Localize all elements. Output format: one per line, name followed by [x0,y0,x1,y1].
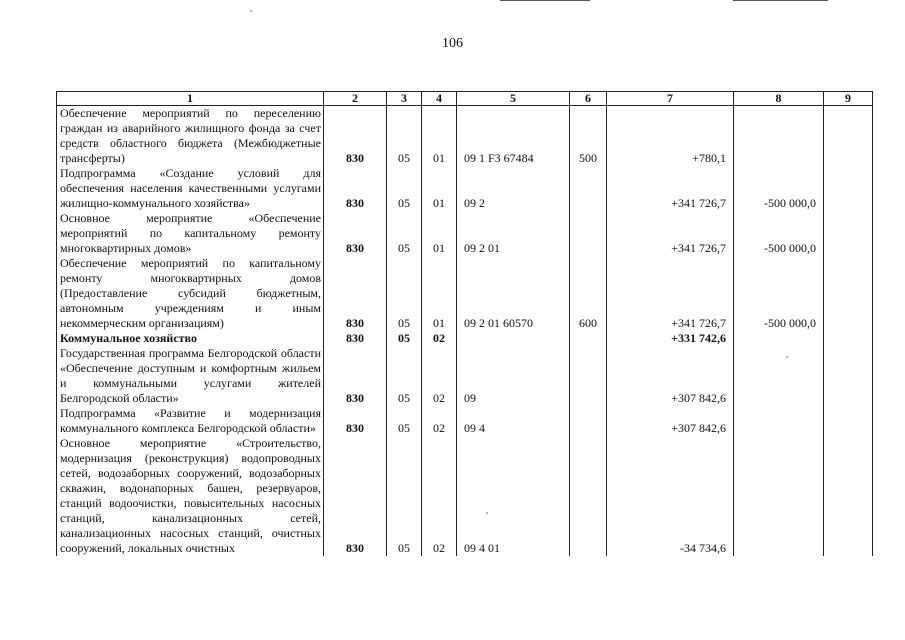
cell-section: 05 [387,436,422,556]
cell-subsection: 02 [422,436,457,556]
cell-amount-9 [824,166,873,211]
cell-expense-type [570,436,607,556]
row-name: Подпрограмма «Развитие и модернизация коммунального комплекса Белгородской области» [57,406,324,436]
cell-subsection: 01 [422,256,457,331]
cell-amount-7: +341 726,7 [607,166,734,211]
table-row [57,166,873,211]
col-header-2: 2 [324,92,387,106]
cell-section: 05 [387,406,422,436]
cell-amount-8: -500 000,0 [734,211,824,256]
row-name: Государственная программа Белгородской области «Обеспечение доступным и комфортным жильем и коммунальными услугами жителей Белгородской области» [57,346,324,406]
cell-amount-8 [734,406,824,436]
cell-amount-9 [824,106,873,167]
cell-amount-9 [824,436,873,556]
cell-amount-7: -34 734,6 [607,436,734,556]
col-header-5: 5 [457,92,570,106]
row-name: Подпрограмма «Создание условий для обеспечения населения качественными услугами жилищно-коммунального хозяйства» [57,166,324,211]
row-name: Основное мероприятие «Строительство, модернизация (реконструкция) водопроводных сетей, водозаборных сооружений, водозаборных скважин, водонапорных башен, резервуаров, станций водоочистки, повысительных насосных станций, канализационных сетей, канализационных насосных станций, очистных сооружений, локальных очистных [57,436,324,556]
header-row [57,92,873,106]
cell-expense-type [570,331,607,346]
cell-target-code [457,331,570,346]
cell-ministry: 830 [324,211,387,256]
cell-section: 05 [387,106,422,167]
table-row [57,436,873,556]
cell-amount-8 [734,331,824,346]
row-name: Коммунальное хозяйство [57,331,324,346]
cell-target-code: 09 2 01 60570 [457,256,570,331]
cell-expense-type: 600 [570,256,607,331]
row-name: Основное мероприятие «Обеспечение мероприятий по капитальному ремонту многоквартирных домов» [57,211,324,256]
cell-amount-7: +307 842,6 [607,406,734,436]
row-name: Обеспечение мероприятий по капитальному ремонту многоквартирных домов (Предоставление субсидий бюджетным, автономным учреждениям и иным некоммерческим организациям) [57,256,324,331]
cell-amount-7: +307 842,6 [607,346,734,406]
cell-amount-9 [824,346,873,406]
col-header-9: 9 [824,92,873,106]
budget-table [56,91,873,556]
cell-subsection: 01 [422,211,457,256]
cell-ministry: 830 [324,436,387,556]
cell-target-code: 09 2 01 [457,211,570,256]
cell-subsection: 02 [422,331,457,346]
cell-ministry: 830 [324,256,387,331]
cell-ministry: 830 [324,166,387,211]
cell-section: 05 [387,346,422,406]
table-row [57,406,873,436]
cell-amount-8: -500 000,0 [734,256,824,331]
col-header-8: 8 [734,92,824,106]
cell-amount-8 [734,106,824,167]
cell-amount-9 [824,256,873,331]
cell-amount-9 [824,331,873,346]
cell-subsection: 01 [422,106,457,167]
cell-ministry: 830 [324,106,387,167]
col-header-6: 6 [570,92,607,106]
cell-ministry: 830 [324,346,387,406]
cell-amount-8 [734,346,824,406]
cell-amount-9 [824,211,873,256]
cell-target-code: 09 1 F3 67484 [457,106,570,167]
col-header-3: 3 [387,92,422,106]
top-rule [733,0,828,1]
table-row [57,331,873,346]
col-header-1: 1 [57,92,324,106]
cell-subsection: 01 [422,166,457,211]
row-name: Обеспечение мероприятий по переселению граждан из аварийного жилищного фонда за счет средств областного бюджета (Межбюджетные трансферты) [57,106,324,167]
col-header-7: 7 [607,92,734,106]
cell-section: 05 [387,166,422,211]
cell-section: 05 [387,331,422,346]
scan-speck [250,10,252,12]
cell-ministry: 830 [324,331,387,346]
cell-amount-7: +331 742,6 [607,331,734,346]
cell-amount-7: +341 726,7 [607,211,734,256]
cell-target-code: 09 [457,346,570,406]
cell-amount-7: +341 726,7 [607,256,734,331]
cell-subsection: 02 [422,406,457,436]
cell-amount-8 [734,436,824,556]
table-row [57,106,873,167]
cell-ministry: 830 [324,406,387,436]
cell-target-code: 09 4 01 [457,436,570,556]
table-row [57,256,873,331]
cell-expense-type [570,406,607,436]
cell-expense-type [570,346,607,406]
cell-amount-9 [824,406,873,436]
cell-subsection: 02 [422,346,457,406]
table-row [57,211,873,256]
page-number: 106 [442,36,463,51]
cell-target-code: 09 2 [457,166,570,211]
cell-expense-type [570,211,607,256]
cell-target-code: 09 4 [457,406,570,436]
cell-amount-7: +780,1 [607,106,734,167]
table-row [57,346,873,406]
col-header-4: 4 [422,92,457,106]
top-rule [500,0,590,1]
cell-expense-type [570,166,607,211]
cell-amount-8: -500 000,0 [734,166,824,211]
cell-expense-type: 500 [570,106,607,167]
cell-section: 05 [387,211,422,256]
cell-section: 05 [387,256,422,331]
